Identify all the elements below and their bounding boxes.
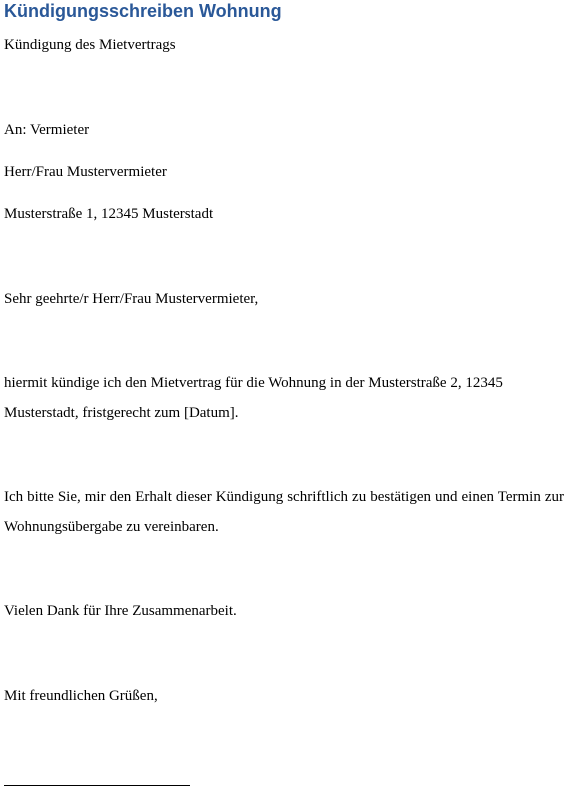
closing-line: Mit freundlichen Grüßen, (4, 688, 158, 704)
document-subtitle: Kündigung des Mietvertrags (4, 37, 176, 53)
paragraph-2-line-1: Ich bitte Sie, mir den Erhalt dieser Kündigung schriftlich zu bestätigen und einen Termin zur (4, 489, 564, 505)
document-title: Kündigungsschreiben Wohnung (4, 1, 282, 21)
recipient-address: Musterstraße 1, 12345 Musterstadt (4, 206, 214, 222)
signature-line (4, 785, 190, 786)
recipient-label: An: Vermieter (4, 122, 90, 138)
salutation: Sehr geehrte/r Herr/Frau Mustervermieter, (4, 291, 259, 307)
paragraph-1-line-2: Musterstadt, fristgerecht zum [Datum]. (4, 405, 239, 421)
paragraph-2-line-2: Wohnungsübergabe zu vereinbaren. (4, 519, 219, 535)
thanks-line: Vielen Dank für Ihre Zusammenarbeit. (4, 603, 237, 619)
paragraph-1-line-1: hiermit kündige ich den Mietvertrag für die Wohnung in der Musterstraße 2, 12345 (4, 375, 503, 391)
recipient-name: Herr/Frau Mustervermieter (4, 164, 167, 180)
